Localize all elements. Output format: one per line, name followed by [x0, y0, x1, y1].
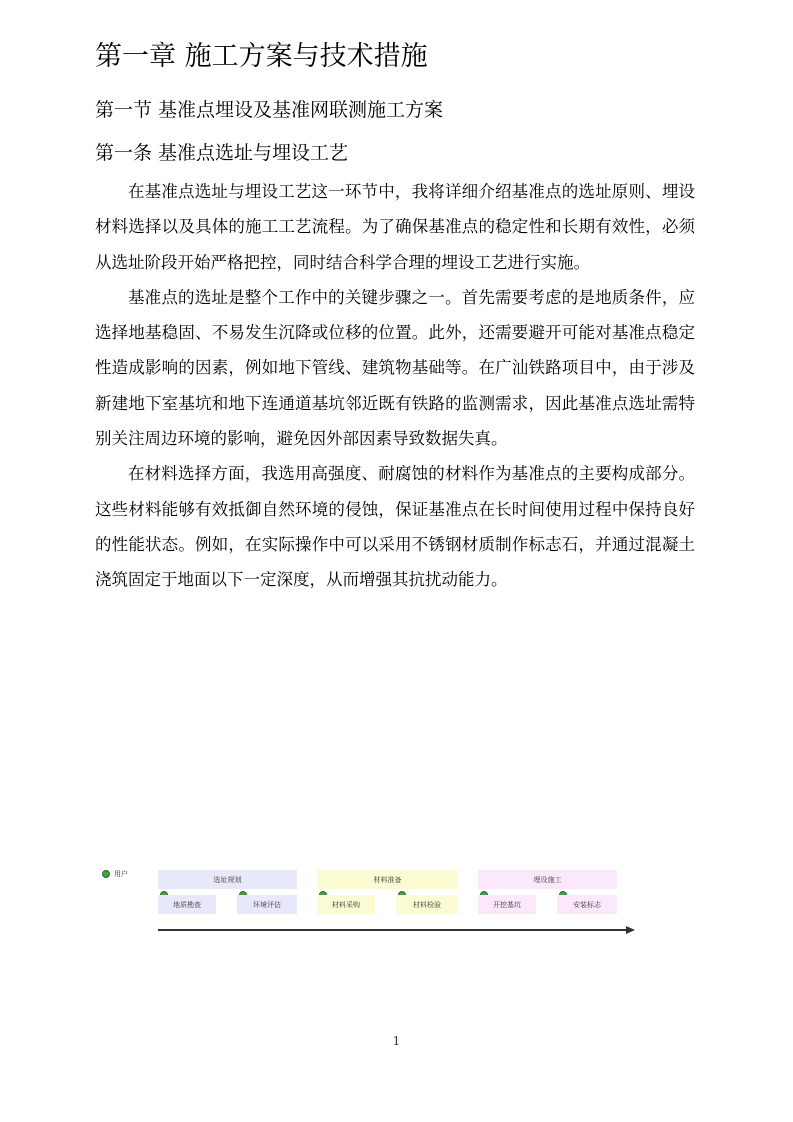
section-title: 第一节 基准点埋设及基准网联测施工方案: [95, 99, 444, 121]
page-number: 1: [392, 1034, 401, 1048]
phase-band: 选址规划: [158, 870, 297, 889]
phase-band: 材料准备: [317, 870, 458, 889]
step-box: 材料检验: [396, 895, 458, 914]
process-diagram: [98, 862, 643, 942]
step-box: 材料采购: [317, 895, 375, 914]
arrow-right-icon: [626, 926, 635, 934]
article-title: 第一条 基准点选址与埋设工艺: [95, 142, 349, 164]
paragraph: 在材料选择方面，我选用高强度、耐腐蚀的材料作为基准点的主要构成部分。这些材料能够有效抵御自然环境的侵蚀，保证基准点在长时间使用过程中保持良好的性能状态。例如，在实际操作中可以采用不锈钢材质制作标志石，并通过混凝土浇筑固定于地面以下一定深度，从而增强其抗扰动能力。: [95, 464, 695, 590]
chapter-title: 第一章 施工方案与技术措施: [95, 41, 428, 72]
actor-label: 用户: [114, 870, 128, 878]
paragraph: 基准点的选址是整个工作中的关键步骤之一。首先需要考虑的是地质条件，应选择地基稳固、不易发生沉降或位移的位置。此外，还需要避开可能对基准点稳定性造成影响的因素，例如地下管线、建筑物基础等。在广汕铁路项目中，由于涉及新建地下室基坑和地下连通道基坑邻近既有铁路的监测需求，因此基准点选址需特别关注周边环境的影响，避免因外部因素导致数据失真。: [95, 287, 695, 449]
step-box: 地质勘查: [158, 895, 216, 914]
timeline-axis: [158, 929, 628, 931]
step-box: 安装标志: [557, 895, 617, 914]
phase-band: 埋设施工: [478, 870, 617, 889]
step-box: 环境评估: [237, 895, 297, 914]
body-text: [95, 174, 695, 598]
step-box: 开挖基坑: [478, 895, 536, 914]
paragraph: 在基准点选址与埋设工艺这一环节中，我将详细介绍基准点的选址原则、埋设材料选择以及具体的施工工艺流程。为了确保基准点的稳定性和长期有效性，必须从选址阶段开始严格把控，同时结合科学合理的埋设工艺进行实施。: [95, 182, 695, 272]
actor-dot-icon: [102, 870, 110, 878]
